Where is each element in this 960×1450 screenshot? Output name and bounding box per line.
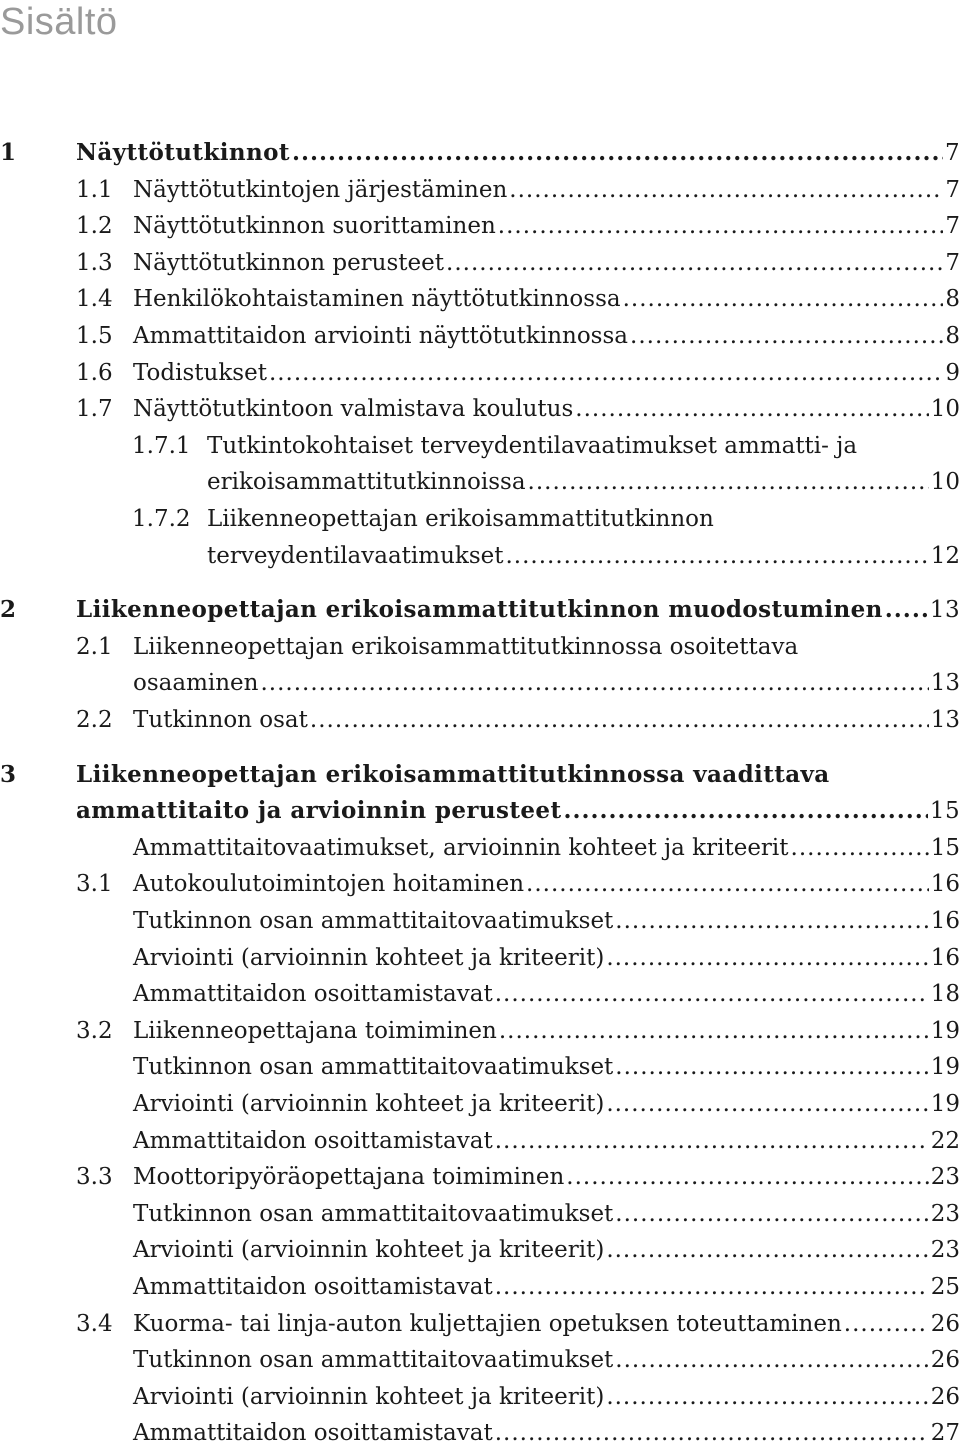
dot-leader — [606, 1380, 928, 1414]
toc-entry-number: 1.7.1 — [132, 432, 191, 459]
toc-entry-title: Liikenneopettajan erikoisammattitutkinnossa vaadittava — [76, 760, 830, 788]
toc-entry[interactable] — [0, 941, 960, 975]
dot-leader — [446, 246, 943, 280]
toc-entry-number: 2.1 — [76, 633, 113, 660]
toc-entry-title-continued: ammattitaito ja arvioinnin perusteet — [76, 797, 562, 825]
toc-entry-title: Ammattitaidon osoittamistavat — [133, 1274, 493, 1300]
toc-entry-page: 26 — [930, 1310, 960, 1337]
toc-entry-page: 22 — [930, 1127, 960, 1154]
toc-entry[interactable] — [0, 136, 960, 170]
toc-entry-page: 13 — [930, 707, 960, 733]
toc-entry-page: 7 — [945, 176, 960, 203]
dot-leader — [615, 1197, 928, 1231]
dot-leader — [563, 794, 927, 828]
toc-entry-page: 23 — [930, 1164, 960, 1191]
dot-leader — [506, 539, 929, 573]
toc-entry[interactable] — [0, 319, 960, 353]
toc-entry-number: 1.7 — [76, 396, 113, 423]
dot-leader — [606, 1233, 928, 1267]
toc-entry-title: Arviointi (arvioinnin kohteet ja kriteerit) — [133, 1383, 605, 1410]
toc-entry[interactable] — [0, 794, 960, 828]
toc-entry[interactable] — [0, 356, 960, 390]
toc-entry-title: Todistukset — [133, 359, 267, 386]
toc-entry[interactable] — [0, 1014, 960, 1048]
dot-leader — [566, 1160, 928, 1194]
dot-leader — [499, 1014, 929, 1048]
toc-entry[interactable] — [0, 666, 960, 700]
toc-entry[interactable] — [0, 502, 960, 536]
toc-entry-title: Tutkinnon osan ammattitaitovaatimukset — [133, 1347, 614, 1374]
toc-entry-page: 8 — [945, 323, 960, 349]
toc-entry-number: 3 — [0, 760, 17, 788]
toc-entry[interactable] — [0, 539, 960, 573]
toc-entry-title: Ammattitaidon osoittamistavat — [133, 1420, 493, 1447]
toc-entry-number: 2.2 — [76, 707, 113, 733]
dot-leader — [495, 1124, 929, 1158]
toc-entry-page: 12 — [930, 542, 960, 569]
toc-entry-title-continued: terveydentilavaatimukset — [207, 542, 504, 569]
toc-entry-title: Liikenneopettajana toimiminen — [133, 1017, 497, 1044]
toc-entry[interactable] — [0, 904, 960, 938]
toc-entry-page: 19 — [930, 1054, 960, 1081]
dot-leader — [509, 173, 943, 207]
toc-entry[interactable] — [0, 1380, 960, 1414]
toc-entry-number: 2 — [0, 596, 17, 624]
toc-entry-title: Ammattitaidon osoittamistavat — [133, 981, 493, 1008]
toc-entry[interactable] — [0, 977, 960, 1011]
dot-leader — [791, 831, 929, 865]
dot-leader — [292, 136, 943, 170]
toc-entry-page: 9 — [945, 359, 960, 386]
dot-leader — [269, 356, 943, 390]
dot-leader — [575, 392, 928, 426]
toc-entry[interactable] — [0, 1233, 960, 1267]
toc-entry-page: 16 — [930, 944, 960, 971]
dot-leader — [606, 1087, 928, 1121]
toc-entry-page: 19 — [930, 1091, 960, 1117]
page-title: Sisältö — [0, 1, 118, 43]
dot-leader — [498, 209, 944, 243]
dot-leader — [495, 1270, 929, 1304]
toc-entry-page: 8 — [945, 286, 960, 313]
toc-entry-page: 26 — [930, 1383, 960, 1410]
dot-leader — [526, 867, 929, 901]
toc-entry[interactable] — [0, 1343, 960, 1377]
toc-entry-title: Liikenneopettajan erikoisammattitutkinnon — [207, 506, 714, 532]
toc-entry-number: 1.1 — [76, 176, 113, 203]
dot-leader — [310, 703, 929, 737]
toc-entry-page: 16 — [930, 908, 960, 934]
toc-entry[interactable] — [0, 703, 960, 737]
toc-entry-page: 15 — [929, 798, 960, 825]
toc-entry[interactable] — [0, 173, 960, 207]
toc-entry[interactable] — [0, 429, 960, 463]
dot-leader — [615, 1050, 928, 1084]
toc-entry[interactable] — [0, 1416, 960, 1450]
toc-entry[interactable] — [0, 1307, 960, 1341]
toc-entry[interactable] — [0, 1087, 960, 1121]
toc-entry-title: Ammattitaidon arviointi näyttötutkinnossa — [133, 323, 629, 349]
toc-entry-page: 7 — [944, 140, 960, 166]
toc-entry-title: Kuorma- tai linja-auton kuljettajien opetuksen toteuttaminen — [133, 1310, 842, 1337]
toc-entry-title: Henkilökohtaistaminen näyttötutkinnossa — [133, 286, 621, 313]
toc-entry-page: 16 — [930, 871, 960, 898]
toc-entry-title: Näyttötutkinnot — [76, 139, 290, 166]
toc-entry-page: 18 — [930, 981, 960, 1008]
toc-entry-title: Näyttötutkinnon suorittaminen — [133, 213, 496, 240]
toc-entry-title: Autokoulutoimintojen hoitaminen — [133, 871, 525, 898]
toc-entry-title: Tutkintokohtaiset terveydentilavaatimukset ammatti- ja — [207, 432, 858, 459]
toc-entry-page: 7 — [945, 249, 960, 276]
toc-entry-number: 1.4 — [76, 286, 113, 313]
toc-entry-title: Näyttötutkintojen järjestäminen — [133, 176, 508, 203]
toc-entry-title: Tutkinnon osan ammattitaitovaatimukset — [133, 1200, 614, 1227]
toc-entry-number: 3.2 — [76, 1017, 113, 1044]
dot-leader — [623, 282, 944, 316]
toc-entry[interactable] — [0, 209, 960, 243]
toc-entry[interactable] — [0, 593, 960, 627]
dot-leader — [615, 904, 928, 938]
toc-entry-title: Tutkinnon osat — [133, 707, 308, 733]
toc-entry[interactable] — [0, 392, 960, 426]
toc-entry-page: 13 — [929, 597, 960, 624]
toc-entry-page: 15 — [930, 834, 960, 861]
toc-entry[interactable] — [0, 831, 960, 865]
toc-entry[interactable] — [0, 1270, 960, 1304]
toc-entry-page: 27 — [930, 1420, 960, 1447]
toc-entry-title: Tutkinnon osan ammattitaitovaatimukset — [133, 908, 614, 934]
dot-leader — [844, 1307, 929, 1341]
dot-leader — [630, 319, 943, 353]
toc-entry-page: 25 — [930, 1274, 960, 1300]
toc-entry-number: 1.2 — [76, 213, 113, 240]
toc-entry-page: 23 — [930, 1200, 960, 1227]
dot-leader — [495, 1416, 929, 1450]
toc-entry[interactable] — [0, 465, 960, 499]
dot-leader — [495, 977, 929, 1011]
dot-leader — [260, 666, 928, 700]
toc-entry-page: 13 — [930, 670, 960, 697]
toc-entry-title: Arviointi (arvioinnin kohteet ja kriteerit) — [133, 1237, 605, 1264]
toc-entry[interactable] — [0, 1160, 960, 1194]
toc-entry[interactable] — [0, 246, 960, 280]
toc-entry[interactable] — [0, 1124, 960, 1158]
dot-leader — [885, 593, 928, 627]
toc-entry-page: 26 — [930, 1347, 960, 1374]
toc-entry-page: 23 — [930, 1237, 960, 1264]
toc-entry-number: 1 — [0, 139, 17, 166]
dot-leader — [615, 1343, 928, 1377]
toc-entry-number: 1.6 — [76, 359, 113, 386]
toc-entry-number: 3.4 — [76, 1310, 113, 1337]
toc-entry-number: 3.3 — [76, 1164, 113, 1191]
toc-entry-title: Moottoripyöräopettajana toimiminen — [133, 1164, 565, 1191]
toc-entry-number: 1.7.2 — [132, 506, 191, 532]
toc-entry-number: 1.5 — [76, 323, 113, 349]
toc-entry-number: 3.1 — [76, 871, 113, 898]
toc-entry-title: Näyttötutkintoon valmistava koulutus — [133, 396, 574, 423]
toc-entry-title: Liikenneopettajan erikoisammattitutkinnossa osoitettava — [133, 633, 799, 660]
toc-entry-page: 10 — [930, 469, 960, 496]
toc-entry[interactable] — [0, 867, 960, 901]
toc-entry-number: 1.3 — [76, 249, 113, 276]
toc-entry-page: 7 — [945, 213, 960, 240]
toc-entry[interactable] — [0, 1197, 960, 1231]
toc-entry-title: Näyttötutkinnon perusteet — [133, 249, 445, 276]
toc-entry[interactable] — [0, 1050, 960, 1084]
toc-entry[interactable] — [0, 630, 960, 664]
toc-entry-title-continued: erikoisammattitutkinnoissa — [207, 469, 526, 496]
dot-leader — [528, 465, 929, 499]
toc-entry-title: Ammattitaitovaatimukset, arvioinnin kohteet ja kriteerit — [133, 834, 789, 861]
dot-leader — [606, 941, 928, 975]
toc-entry-title: Liikenneopettajan erikoisammattitutkinnon muodostuminen — [76, 596, 883, 624]
toc-entry-page: 10 — [930, 396, 960, 423]
toc-entry-title: Ammattitaidon osoittamistavat — [133, 1127, 493, 1154]
toc-entry-page: 19 — [930, 1017, 960, 1044]
toc-entry-title: Arviointi (arvioinnin kohteet ja kriteerit) — [133, 1091, 605, 1117]
toc-entry[interactable] — [0, 758, 960, 792]
toc-entry-title: Arviointi (arvioinnin kohteet ja kriteerit) — [133, 944, 605, 971]
toc-entry[interactable] — [0, 282, 960, 316]
toc-entry-title-continued: osaaminen — [133, 670, 259, 697]
toc-entry-title: Tutkinnon osan ammattitaitovaatimukset — [133, 1054, 614, 1081]
